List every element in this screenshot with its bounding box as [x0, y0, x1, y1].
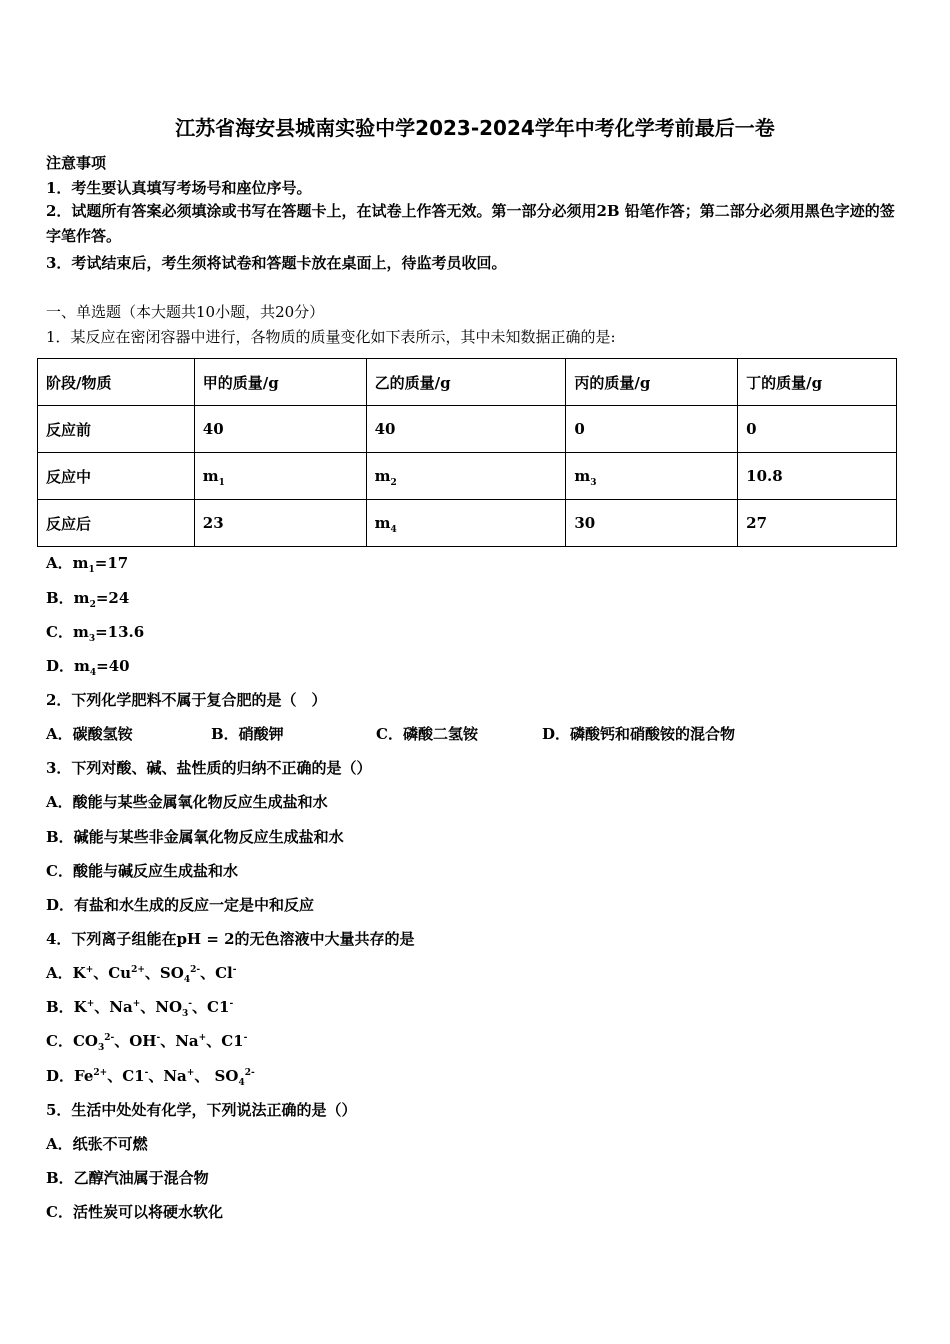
table-row — [38, 453, 897, 500]
q2-option-b: B．硝酸钾 — [211, 725, 284, 743]
q1-option-c: C．$m_3=13.6$ — [46, 623, 145, 644]
q3-option-d: D．有盐和水生成的反应一定是中和反应 — [46, 896, 315, 914]
table-cell: 10.8 — [738, 453, 897, 500]
q4-option-d: D．$Fe^{2+}$、C1-、Na+、 $SO_4^{2-}$ — [46, 1067, 255, 1088]
q4-option-b: B．K+、Na+、$NO_3^-$、C1- — [46, 998, 234, 1019]
q3-option-a: A．酸能与某些金属氧化物反应生成盐和水 — [46, 793, 328, 811]
table-cell: 30 — [566, 500, 738, 547]
q3-option-c: C．酸能与碱反应生成盐和水 — [46, 862, 238, 880]
table-cell: $m_3$ — [566, 453, 738, 500]
question-2-stem: 2．下列化学肥料不属于复合肥的是（ ） — [46, 691, 327, 709]
q1-option-a: A．$m_1=17$ — [46, 554, 129, 575]
question-3-stem: 3．下列对酸、碱、盐性质的归纳不正确的是（） — [46, 759, 372, 777]
q4-option-c: C．$CO_3^{2-}$、OH-、Na+、C1- — [46, 1032, 248, 1053]
question-4-stem: 4．下列离子组能在pH = 2的无色溶液中大量共存的是 — [46, 930, 415, 948]
row-label: 反应中 — [38, 453, 195, 500]
notice-item-2: 2．试题所有答案必须填涂或书写在答题卡上，在试卷上作答无效。第一部分必须用2B 铅笔作答；第二部分必须用黑色字迹的签字笔作答。 — [46, 202, 895, 245]
table-row — [38, 500, 897, 547]
q2-option-c: C．磷酸二氢铵 — [376, 725, 478, 743]
q2-option-a: A．碳酸氢铵 — [46, 725, 133, 743]
table-header-row — [38, 359, 897, 406]
q5-option-b: B．乙醇汽油属于混合物 — [46, 1169, 209, 1187]
table-cell: 0 — [566, 406, 738, 453]
table-cell: 23 — [194, 500, 366, 547]
table-cell: $m_4$ — [366, 500, 566, 547]
table-header-cell: 丁的质量/g — [738, 359, 897, 406]
notice-item-3: 3．考试结束后，考生须将试卷和答题卡放在桌面上，待监考员收回。 — [46, 254, 507, 272]
q1-option-b: B．$m_2=24$ — [46, 589, 130, 610]
notice-item-1: 1．考生要认真填写考场号和座位序号。 — [46, 179, 312, 197]
table-cell: 40 — [194, 406, 366, 453]
table-cell: $m_2$ — [366, 453, 566, 500]
question-5-stem: 5．生活中处处有化学，下列说法正确的是（） — [46, 1101, 357, 1119]
table-header-cell: 甲的质量/g — [194, 359, 366, 406]
table-cell: 27 — [738, 500, 897, 547]
q2-options — [46, 723, 735, 744]
table-cell: 0 — [738, 406, 897, 453]
table-cell: $m_1$ — [194, 453, 366, 500]
row-label: 反应后 — [38, 500, 195, 547]
q2-option-d: D．磷酸钙和硝酸铵的混合物 — [542, 725, 736, 743]
q4-option-a: A．K+、$Cu^{2+}$、$SO_4^{2-}$、Cl- — [46, 964, 237, 985]
notice-heading: 注意事项 — [46, 154, 107, 172]
q5-option-c: C．活性炭可以将硬水软化 — [46, 1203, 223, 1221]
table-row — [38, 406, 897, 453]
table-header-cell: 阶段/物质 — [38, 359, 195, 406]
q1-option-d: D．$m_4=40$ — [46, 657, 130, 678]
question-1-stem: 1．某反应在密闭容器中进行，各物质的质量变化如下表所示，其中未知数据正确的是: — [46, 328, 616, 346]
table-cell: 40 — [366, 406, 566, 453]
q3-option-b: B．碱能与某些非金属氧化物反应生成盐和水 — [46, 828, 344, 846]
row-label: 反应前 — [38, 406, 195, 453]
page-title: 江苏省海安县城南实验中学2023-2024学年中考化学考前最后一卷 — [175, 116, 775, 140]
q5-option-a: A．纸张不可燃 — [46, 1135, 148, 1153]
section-heading: 一、单选题（本大题共10小题，共20分） — [46, 303, 325, 321]
table-header-cell: 丙的质量/g — [566, 359, 738, 406]
table-header-cell: 乙的质量/g — [366, 359, 566, 406]
mass-table — [37, 358, 897, 547]
